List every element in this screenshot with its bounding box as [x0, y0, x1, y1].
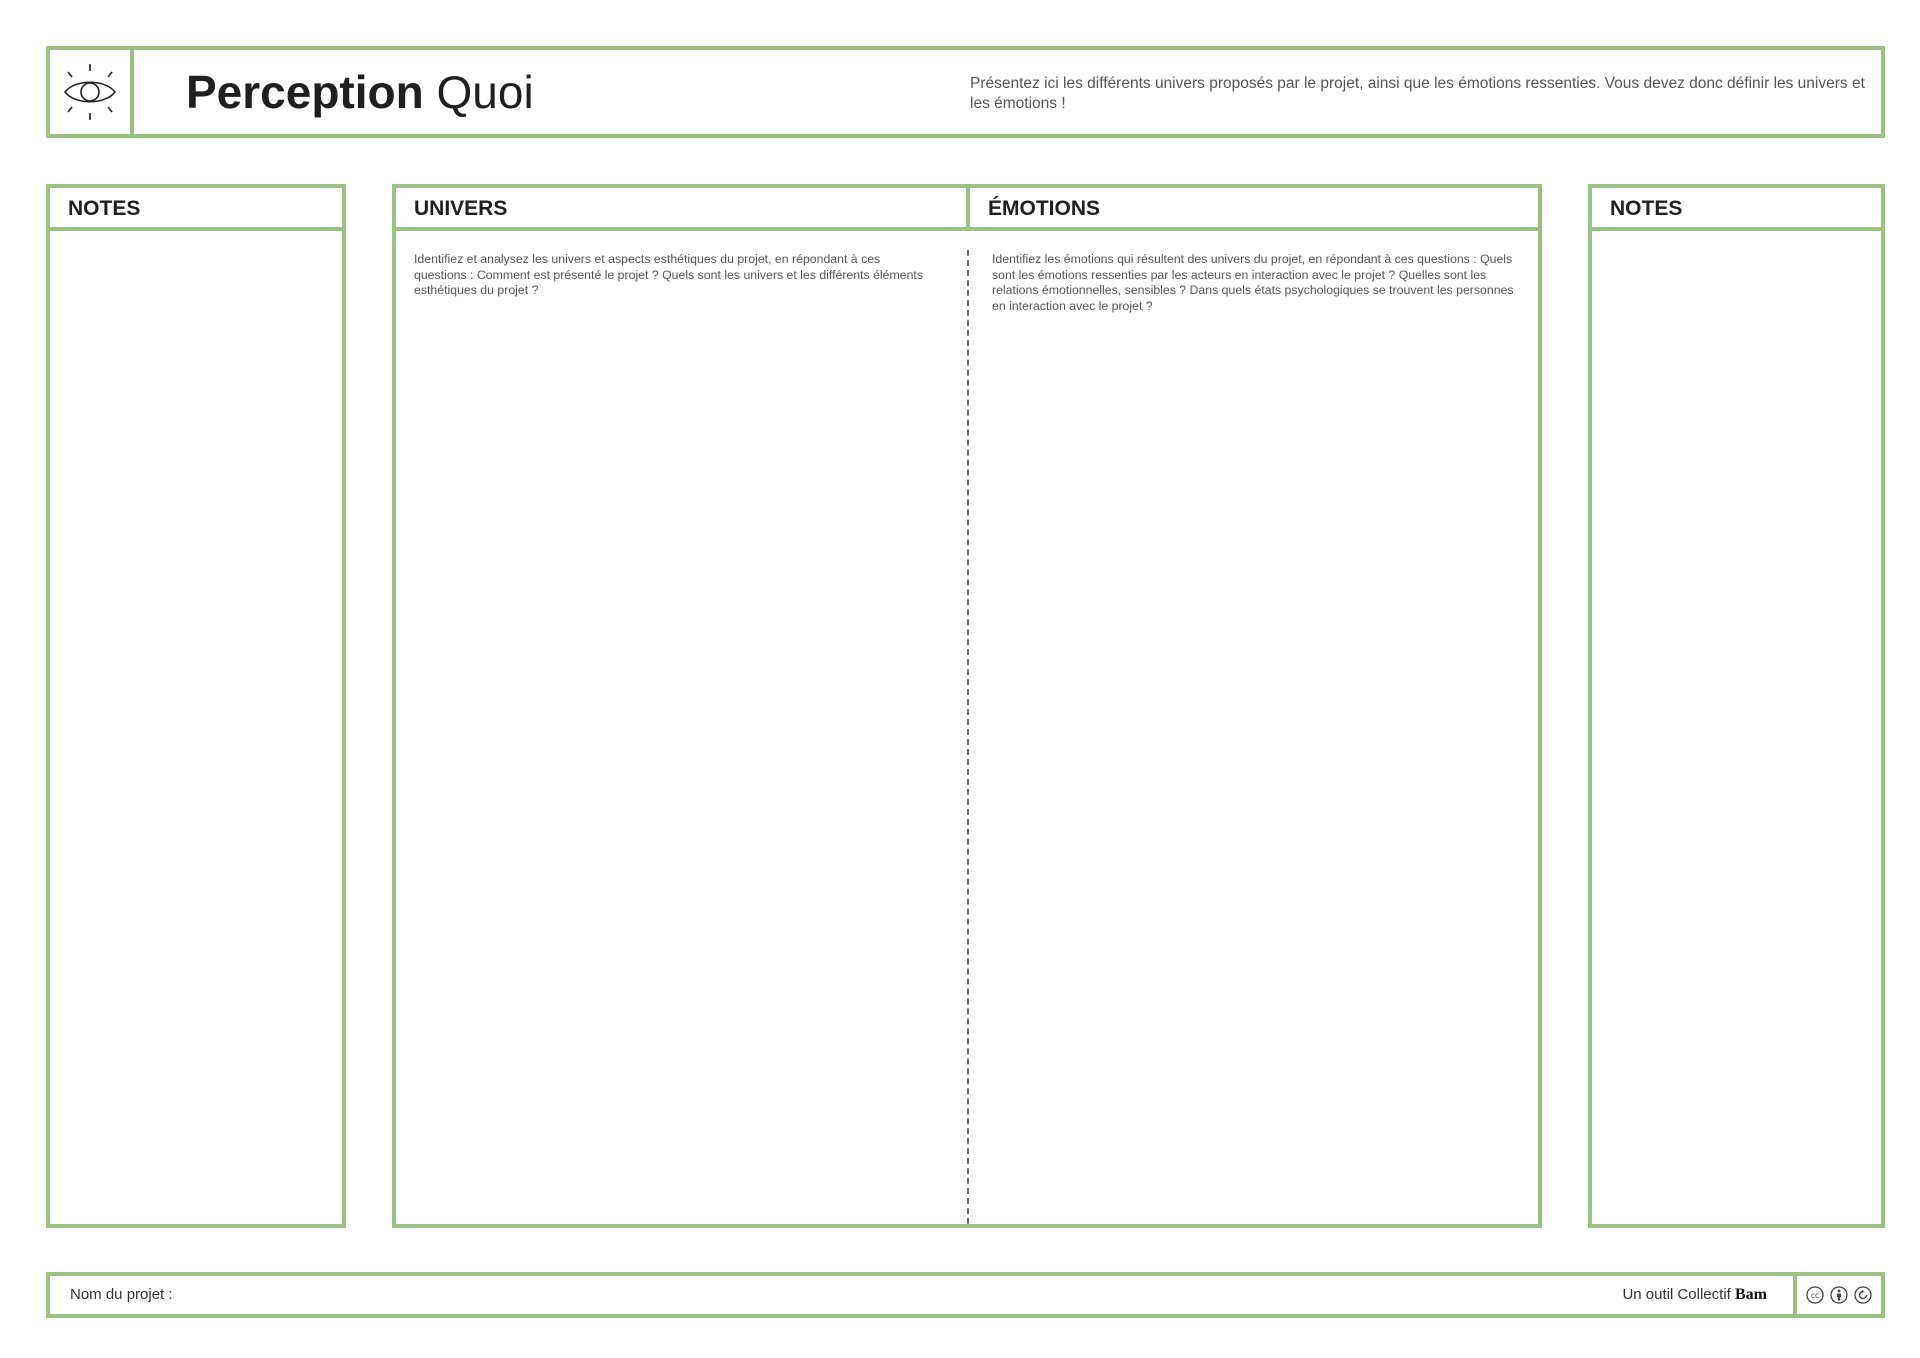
credit-prefix: Un outil Collectif — [1622, 1286, 1731, 1303]
univers-column[interactable] — [396, 188, 968, 1224]
credit-line — [1622, 1276, 1767, 1314]
notes-right-title: NOTES — [1592, 188, 1881, 231]
license-icons — [1793, 1276, 1881, 1314]
cc-icon — [1805, 1285, 1825, 1305]
title-light: Quoi — [436, 66, 534, 118]
title-bold: Perception — [186, 66, 424, 118]
page-header — [46, 46, 1885, 138]
by-icon — [1829, 1285, 1849, 1305]
credit-brand: Bam — [1735, 1286, 1767, 1303]
logo-cell — [50, 50, 134, 134]
eye-icon — [59, 61, 121, 123]
notes-left-title: NOTES — [50, 188, 342, 231]
emotions-instructions: Identifiez les émotions qui résultent des univers du projet, en répondant à ces questions : Quels sont les émotions ressenties par les acteurs en interaction avec le projet ? Quelles sont les relations émotionnelles, sensibles ? Dans quels états psychologiques se trouvent les personnes en interaction avec le projet ? — [992, 252, 1514, 313]
page-description: Présentez ici les différents univers proposés par le projet, ainsi que les émotions ressenties. Vous devez donc définir les univers et les émotions ! — [970, 75, 1865, 112]
sa-icon — [1853, 1285, 1873, 1305]
svg-text:cc: cc — [1810, 1291, 1820, 1301]
notes-panel-left[interactable] — [46, 184, 346, 1228]
univers-title: UNIVERS — [414, 197, 508, 220]
notes-panel-right[interactable] — [1588, 184, 1885, 1228]
page-footer — [46, 1272, 1885, 1318]
page-title — [186, 64, 534, 120]
emotions-title: ÉMOTIONS — [988, 197, 1101, 220]
project-name-label: Nom du projet : — [70, 1286, 173, 1303]
univers-instructions: Identifiez et analysez les univers et aspects esthétiques du projet, en répondant à ces questions : Comment est présenté le projet ? Quels sont les univers et les différents éléments esthétiques du projet ? — [414, 252, 923, 297]
emotions-column[interactable] — [968, 188, 1538, 1224]
univers-emotions-panel — [392, 184, 1542, 1228]
